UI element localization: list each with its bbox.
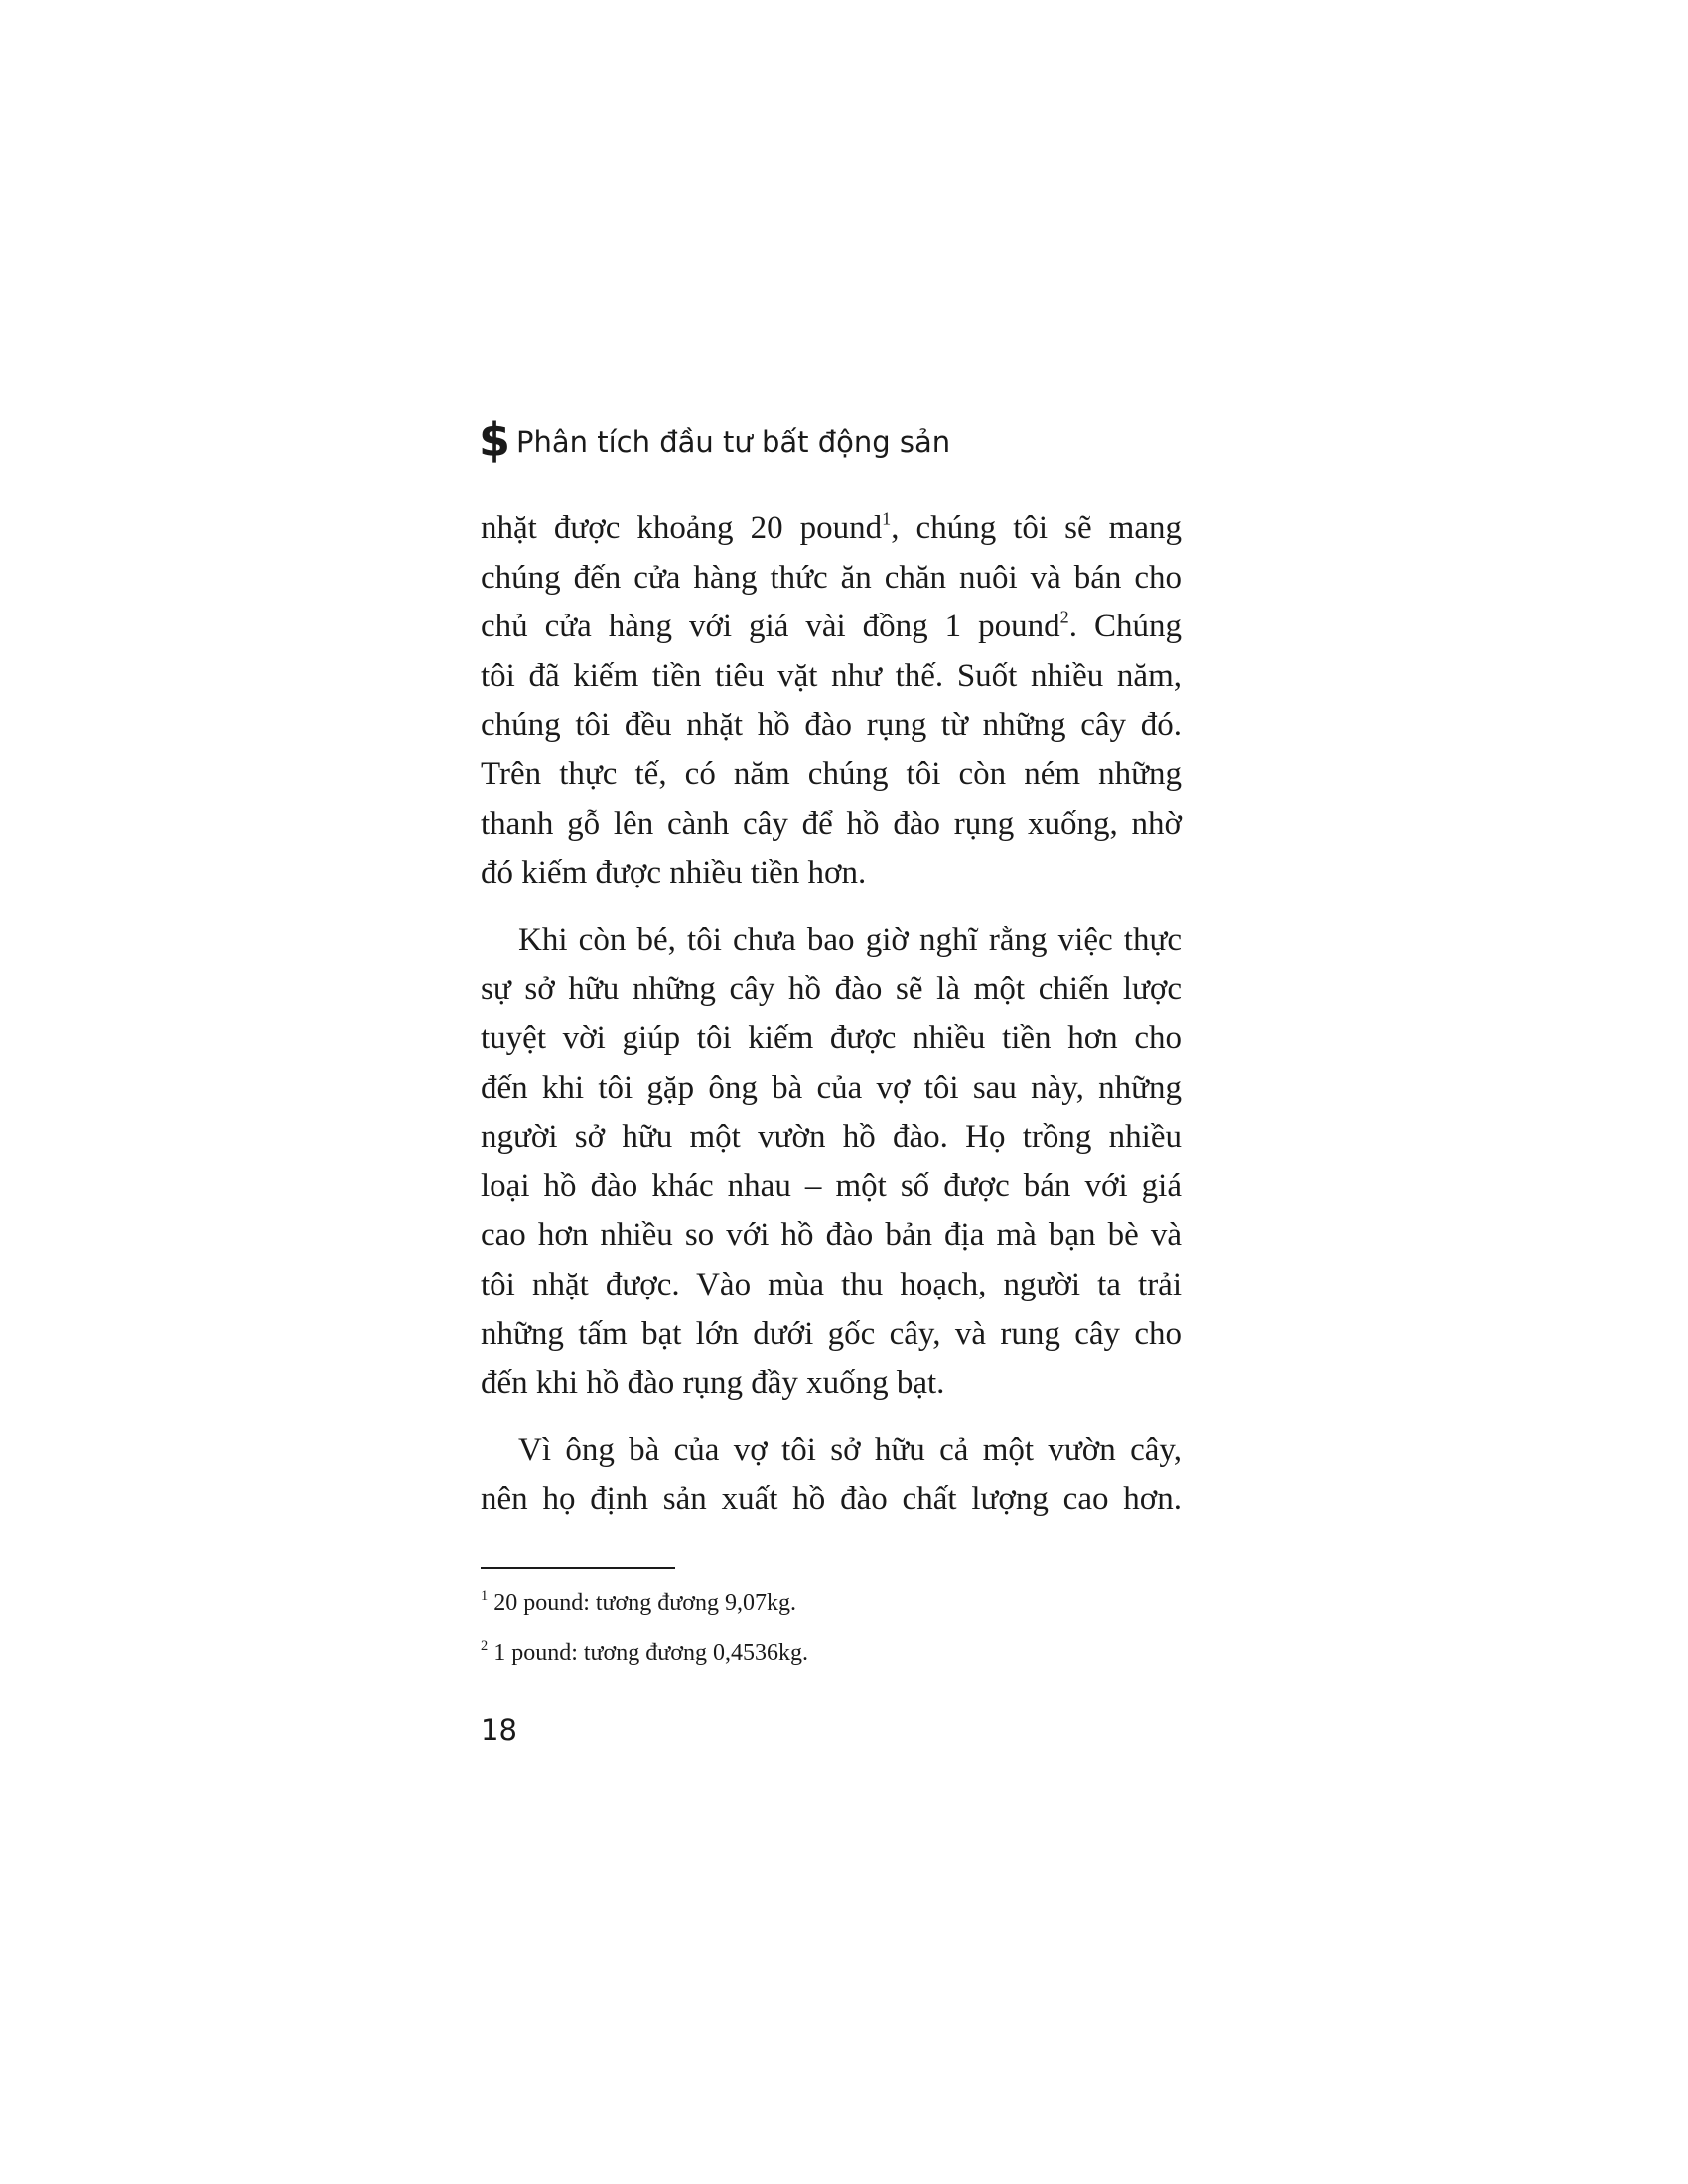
text-line: Trên thực tế, có năm chúng tôi còn ném những (481, 755, 1182, 792)
footnote-divider (481, 1567, 675, 1569)
text-line: chúng đến cửa hàng thức ăn chăn nuôi và bán cho (481, 559, 1182, 596)
text-line: những tấm bạt lớn dưới gốc cây, và rung cây cho (481, 1315, 1182, 1352)
footnote-ref[interactable]: 1 (882, 508, 892, 529)
footnote-ref[interactable]: 2 (1059, 607, 1069, 627)
text-line: nhặt được khoảng 20 pound$^1$, chúng tôi sẽ mang (481, 508, 1182, 546)
text-line: thanh gỗ lên cành cây để hồ đào rụng xuống, nhờ (481, 805, 1182, 842)
text-line: người sở hữu một vườn hồ đào. Họ trồng nhiều (481, 1119, 1182, 1156)
text-line: chúng tôi đều nhặt hồ đào rụng từ những cây đó. (481, 707, 1182, 744)
text-line: tôi nhặt được. Vào mùa thu hoạch, người ta trải (481, 1266, 1182, 1302)
text-line: Vì ông bà của vợ tôi sở hữu cả một vườn cây, (518, 1432, 1182, 1468)
footnote-1 (481, 1578, 808, 1628)
footnote-marker: 1 (481, 1587, 489, 1604)
paragraph-2 (481, 916, 1182, 1409)
text-line: đến khi tôi gặp ông bà của vợ tôi sau này, những (481, 1069, 1182, 1106)
paragraph-3 (481, 1427, 1182, 1525)
text-line: Khi còn bé, tôi chưa bao giờ nghĩ rằng việc thực (518, 921, 1182, 958)
footnotes (481, 1578, 808, 1678)
text-line: đó kiếm được nhiều tiền hơn. (481, 855, 867, 891)
paragraph-1 (481, 504, 1182, 898)
footnote-text: 1 pound: tương đương 0,4536kg. (493, 1640, 808, 1666)
text-line: tuyệt vời giúp tôi kiếm được nhiều tiền hơn cho (481, 1020, 1182, 1056)
footnote-2 (481, 1628, 808, 1678)
text-line: tôi đã kiếm tiền tiêu vặt như thế. Suốt nhiều năm, (481, 657, 1182, 694)
text-line: chủ cửa hàng với giá vài đồng 1 pound$^2$. Chúng (481, 607, 1182, 645)
running-header-title: Phân tích đầu tư bất động sản (516, 425, 951, 459)
footnote-text: 20 pound: tương đương 9,07kg. (493, 1590, 796, 1616)
body-text (481, 504, 1182, 1525)
text-line: sự sở hữu những cây hồ đào sẽ là một chiến lược (481, 971, 1182, 1008)
text-line: loại hồ đào khác nhau – một số được bán với giá (481, 1167, 1182, 1204)
footnote-marker: 2 (481, 1637, 489, 1654)
text-line: cao hơn nhiều so với hồ đào bản địa mà bạn bè và (481, 1217, 1182, 1254)
text-line: đến khi hồ đào rụng đầy xuống bạt. (481, 1365, 945, 1402)
running-header (479, 413, 951, 467)
text-line: nên họ định sản xuất hồ đào chất lượng cao hơn. (481, 1481, 1182, 1518)
page-number: 18 (481, 1713, 517, 1747)
dollar-sign-icon: $ (479, 413, 511, 467)
